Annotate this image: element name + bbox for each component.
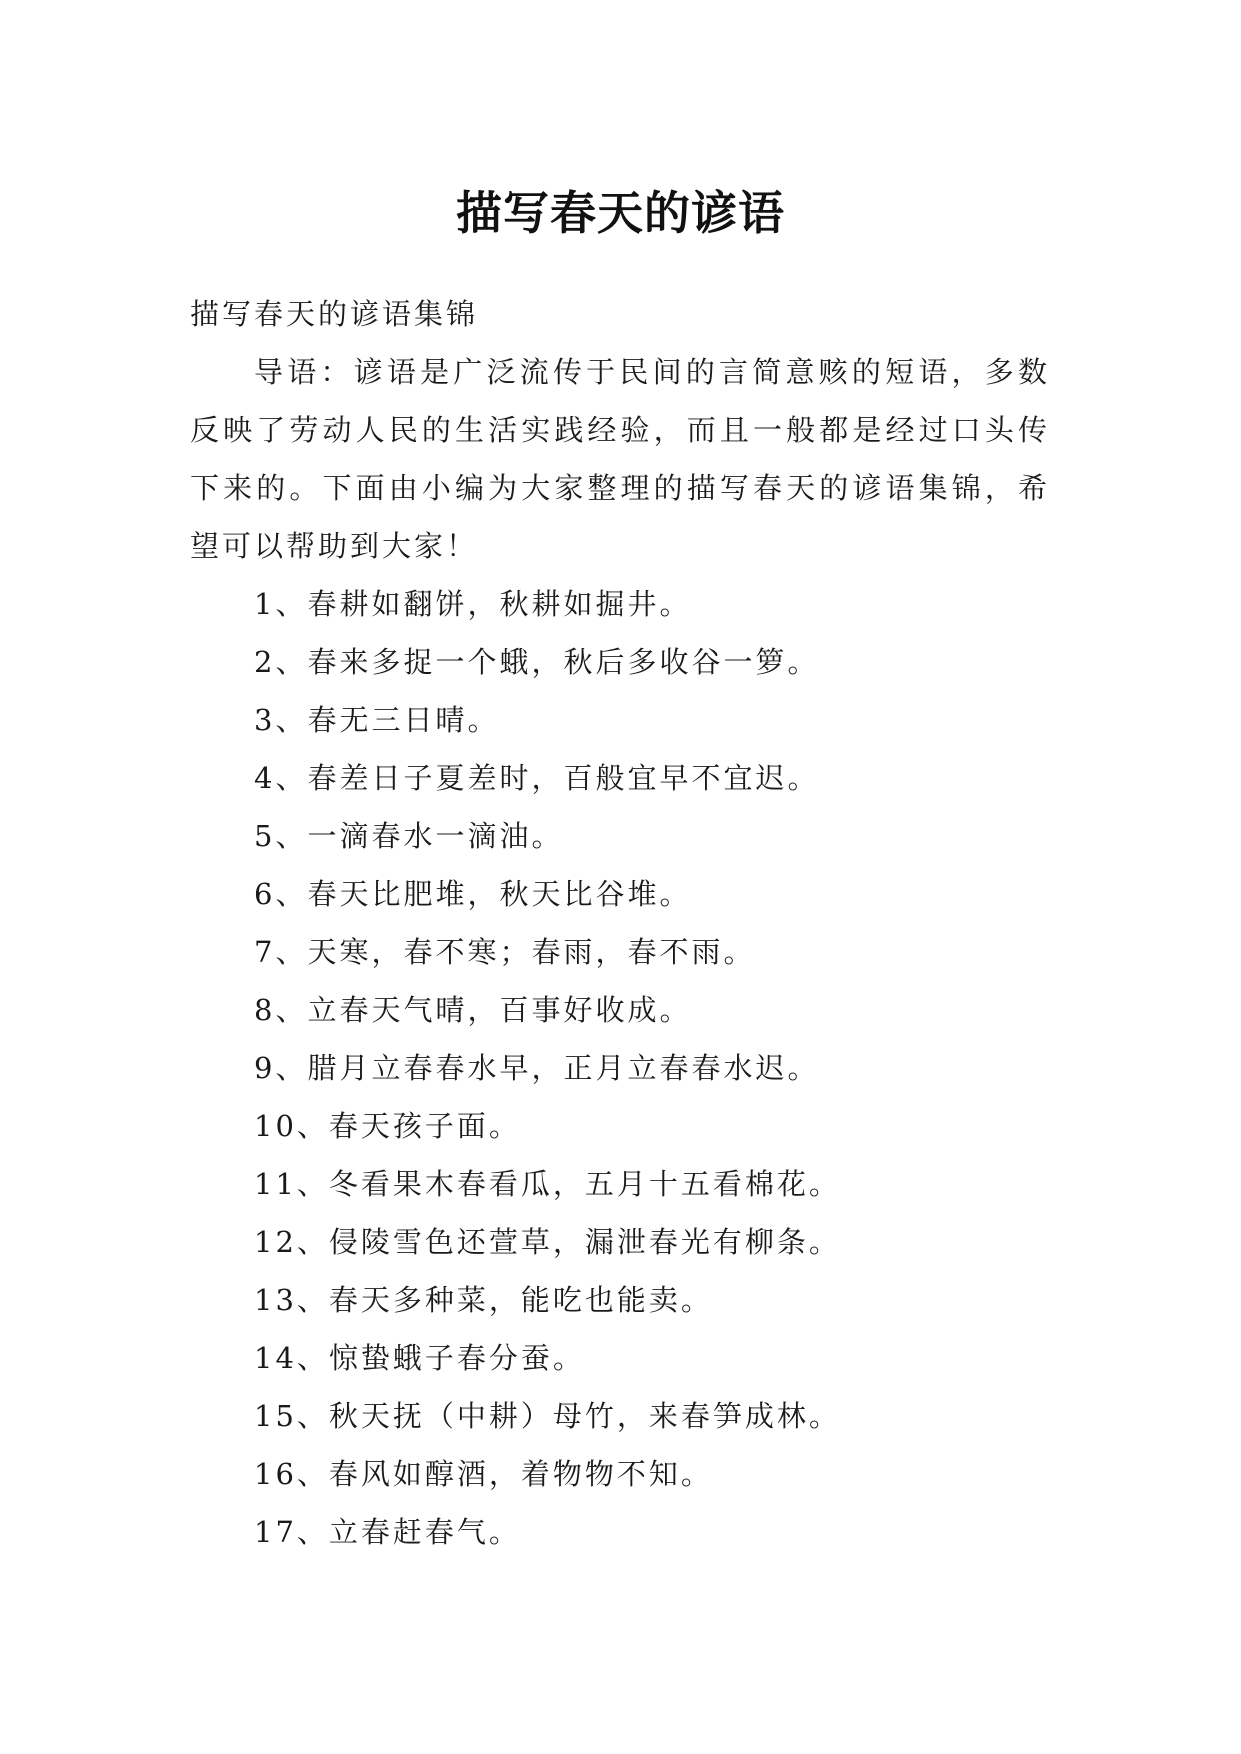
proverb-item: 7、天寒，春不寒；春雨，春不雨。 bbox=[254, 935, 756, 969]
intro-paragraph: 导语：谚语是广泛流传于民间的言简意赅的短语，多数反映了劳动人民的生活实践经验，而且一般都是经过口头传下来的。下面由小编为大家整理的描写春天的谚语集锦，希望可以帮助到大家！ bbox=[190, 355, 1050, 563]
proverb-item: 2、春来多捉一个蛾，秋后多收谷一箩。 bbox=[254, 645, 820, 679]
document-body bbox=[190, 285, 1050, 1561]
proverb-item: 11、冬看果木春看瓜，五月十五看棉花。 bbox=[254, 1167, 841, 1201]
proverb-item: 15、秋天抚（中耕）母竹，来春笋成林。 bbox=[254, 1399, 841, 1433]
proverb-item: 6、春天比肥堆，秋天比谷堆。 bbox=[254, 877, 692, 911]
proverb-item: 16、春风如醇酒，着物物不知。 bbox=[254, 1457, 713, 1491]
section-subtitle: 描写春天的谚语集锦 bbox=[190, 297, 479, 331]
proverb-item: 13、春天多种菜，能吃也能卖。 bbox=[254, 1283, 713, 1317]
proverb-list bbox=[190, 575, 1050, 1561]
proverb-item: 3、春无三日晴。 bbox=[254, 703, 500, 737]
proverb-item: 5、一滴春水一滴油。 bbox=[254, 819, 564, 853]
proverb-item: 17、立春赶春气。 bbox=[254, 1515, 521, 1549]
proverb-item: 12、侵陵雪色还萱草，漏泄春光有柳条。 bbox=[254, 1225, 841, 1259]
document-title: 描写春天的谚语 bbox=[456, 185, 785, 240]
proverb-item: 9、腊月立春春水早，正月立春春水迟。 bbox=[254, 1051, 820, 1085]
proverb-item: 14、惊蛰蛾子春分蚕。 bbox=[254, 1341, 585, 1375]
proverb-item: 4、春差日子夏差时，百般宜早不宜迟。 bbox=[254, 761, 820, 795]
proverb-item: 1、春耕如翻饼，秋耕如掘井。 bbox=[254, 587, 692, 621]
proverb-item: 10、春天孩子面。 bbox=[254, 1109, 521, 1143]
proverb-item: 8、立春天气晴，百事好收成。 bbox=[254, 993, 692, 1027]
